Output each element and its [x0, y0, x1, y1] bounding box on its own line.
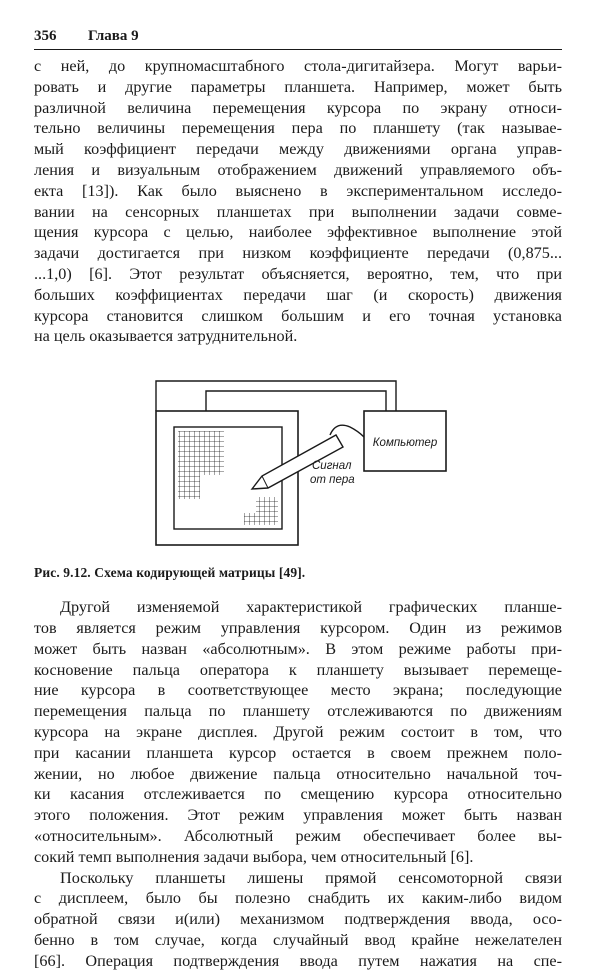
page-number: 356 — [34, 28, 57, 44]
text-line: ровать и другие параметры планшета. Например, может быть — [34, 77, 562, 96]
text-line: ки касания отслеживается по смещению курсора относительно — [34, 785, 562, 804]
text-line: ...1,0) [6]. Этот результат объясняется, вероятно, тем, что при — [34, 264, 562, 283]
text-line: бенно в том случае, когда случайный ввод крайне нежелателен — [34, 930, 562, 949]
text-line: мый коэффициент передачи между движениями органа управ- — [34, 140, 562, 159]
text-line: тов является режим управления курсором. Один из режимов — [34, 618, 562, 637]
text-line: ние курсора в соответствующее место экрана; последующие — [34, 681, 562, 700]
text-line: косновение пальца оператора к планшету вызывает перемеще- — [34, 660, 562, 679]
computer-label: Компьютер — [372, 437, 438, 450]
encoding-matrix-diagram — [34, 371, 562, 561]
signal-label-line1: Сигнал — [312, 460, 352, 473]
paragraph-1 — [34, 56, 562, 347]
figure-caption: Рис. 9.12. Схема кодирующей матрицы [49]. — [34, 565, 306, 581]
text-line: щения курсора с целью, наиболее эффективное выполнение этой — [34, 223, 562, 242]
text-line: с ней, до крупномасштабного стола-дигитайзера. Могут варьи- — [34, 57, 562, 75]
text-line: вании на сенсорных планшетах при выполнении задачи совме- — [34, 202, 562, 221]
text-line: различной величина перемещения курсора по экрану относи- — [34, 98, 562, 117]
text-line: ления и визуальным отображением движений управляемого объ- — [34, 160, 562, 179]
text-line: сокий темп выполнения задачи выбора, чем относительный [6]. — [34, 847, 474, 866]
text-line: может быть назван «абсолютным». В этом режиме работы при- — [34, 639, 562, 658]
text-line: при касании планшета курсор остается в своем прежнем поло- — [34, 743, 562, 762]
loop-wires — [156, 381, 396, 411]
paragraph-3 — [34, 868, 562, 972]
text-line: тельно величины перемещения пера по планшету (так называе- — [34, 119, 562, 138]
book-page — [34, 28, 562, 972]
running-head — [34, 28, 562, 50]
text-line: екта [13]). Как было выяснено в экспериментальном исследо- — [34, 181, 562, 200]
text-line: Поскольку планшеты лишены прямой сенсомоторной связи — [60, 868, 562, 887]
text-line: [66]. Операция подтверждения ввода путем нажатия на спе- — [34, 951, 562, 970]
text-line: больших коэффициентах передачи шаг (и скорость) движения — [34, 285, 562, 304]
text-line: обратной связи и(или) механизмом подтверждения ввода, осо- — [34, 910, 562, 929]
text-line: с дисплеем, было бы полезно снабдить их каким-либо видом — [34, 889, 562, 908]
text-line: на цель оказывается затруднительной. — [34, 327, 298, 346]
text-line: Другой изменяемой характеристикой графических планше- — [60, 598, 562, 617]
text-line: перемещения пальца по планшету отслеживаются по движениям — [34, 702, 562, 721]
text-line: этого положения. Этот режим управления может быть назван — [34, 806, 562, 825]
text-line: жении, но любое движение пальца относительно начальной точ- — [34, 764, 562, 783]
signal-label-line2: от пера — [310, 474, 355, 487]
encoding-matrix-figure — [34, 371, 562, 561]
text-line: курсора становится слишком большим и его точная установка — [34, 306, 562, 325]
text-line: «относительным». Абсолютный режим обеспечивает более вы- — [34, 826, 562, 845]
paragraph-2 — [34, 597, 562, 867]
text-line: курсора на экране дисплея. Другой режим состоит в том, что — [34, 722, 562, 741]
chapter-title: Глава 9 — [88, 28, 139, 44]
text-line: задачи достигается при низком коэффициенте передачи (0,875... — [34, 244, 562, 263]
